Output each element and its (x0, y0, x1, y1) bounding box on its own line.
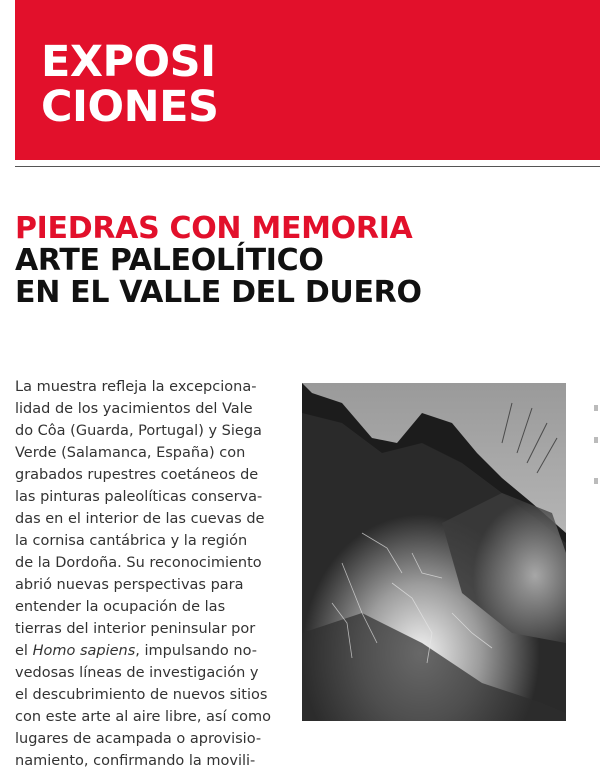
body-line: Verde (Salamanca, España) con (15, 445, 246, 461)
body-line-prefix: el (15, 643, 33, 659)
body-line-homo-sapiens (15, 640, 280, 662)
headline-red: PIEDRAS CON MEMORIA (15, 211, 413, 246)
body-line: grabados rupestres coetáneos de (15, 467, 259, 483)
body-line: de la Dordoña. Su reconocimiento (15, 555, 262, 571)
edge-mark (594, 437, 598, 443)
article-headline (15, 213, 422, 309)
body-line: namiento, confirmando la movili- (15, 753, 256, 769)
body-line-suffix: , impulsando no- (135, 643, 257, 659)
section-divider (15, 166, 600, 167)
body-line: el descubrimiento de nuevos sitios (15, 687, 268, 703)
body-line: La muestra refleja la excepciona- (15, 379, 257, 395)
section-title (41, 37, 219, 132)
body-line: vedosas líneas de investigación y (15, 665, 259, 681)
body-line: con este arte al aire libre, así como (15, 709, 271, 725)
section-banner (15, 0, 600, 160)
body-line: abrió nuevas perspectivas para (15, 577, 244, 593)
body-line: la cornisa cantábrica y la región (15, 533, 248, 549)
headline-black-line-2: EN EL VALLE DEL DUERO (15, 275, 422, 310)
headline-black-line-1: ARTE PALEOLÍTICO (15, 243, 324, 278)
rock-art-photo (302, 383, 566, 721)
body-line: las pinturas paleolíticas conserva- (15, 489, 263, 505)
section-title-line-2: CIONES (41, 82, 219, 132)
article-body (15, 376, 280, 772)
species-name: Homo sapiens (32, 643, 136, 659)
body-line: das en el interior de las cuevas de (15, 511, 265, 527)
edge-mark (594, 405, 598, 411)
edge-mark (594, 478, 598, 484)
section-title-line-1: EXPOSI (41, 37, 216, 87)
body-line: lugares de acampada o aprovisio- (15, 731, 262, 747)
body-line: entender la ocupación de las (15, 599, 226, 615)
body-line: do Côa (Guarda, Portugal) y Siega (15, 423, 262, 439)
body-line: lidad de los yacimientos del Vale (15, 401, 253, 417)
body-line: tierras del interior peninsular por (15, 621, 256, 637)
